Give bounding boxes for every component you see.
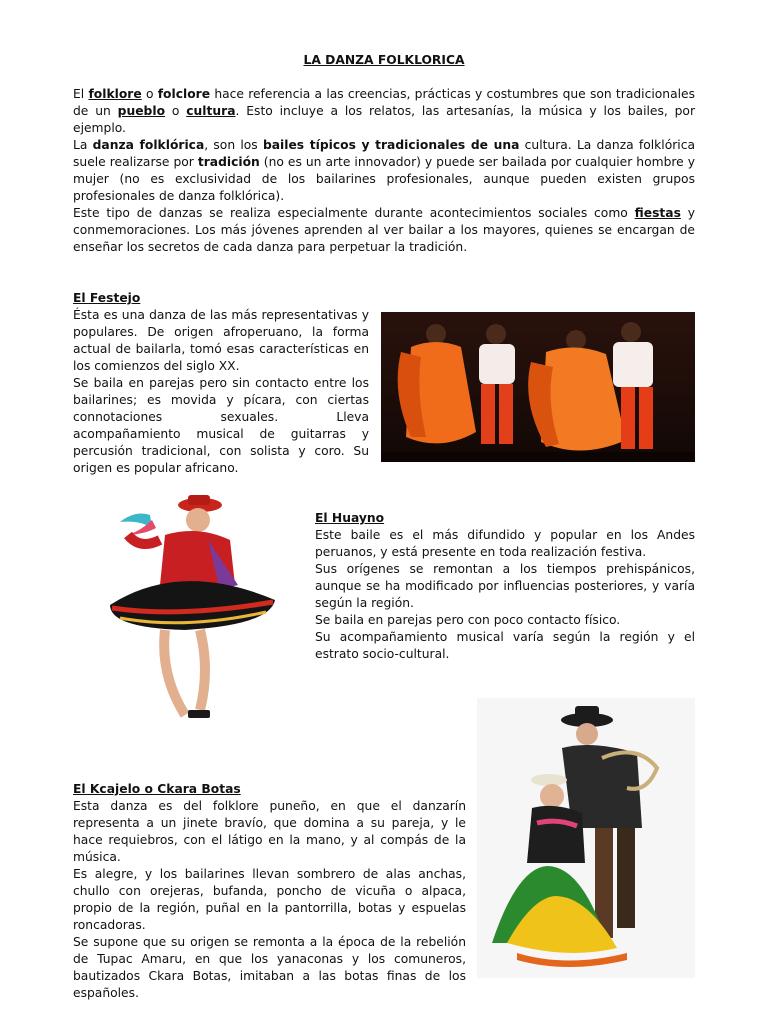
festejo-photo-art [381, 312, 695, 462]
folclore-term: folclore [157, 87, 211, 101]
festejo-dancers-image [381, 312, 695, 462]
cultura-term: cultura [186, 104, 236, 118]
danza-section [73, 137, 695, 256]
kcajelo-photo-art [477, 698, 695, 978]
danza-folklorica-term: danza folklórica [92, 138, 205, 152]
huayno-dancer-image [90, 490, 295, 745]
huayno-heading: El Huayno [315, 511, 385, 525]
kcajelo-paragraph-2: Es alegre, y los bailarines llevan sombrero de alas anchas, chullo con orejeras, bufanda, poncho de vicuña o alpaca, propio de la región, puñal en la pantorrilla, botas y espuelas roncadoras. [73, 867, 466, 932]
kcajelo-paragraph-1: Esta danza es del folklore puneño, en que el danzarín representa a un jinete bravío, que domina a su pareja, y le hace requiebros, con el látigo en la mano, y al compás de la música. [73, 799, 466, 864]
intro-text: . Esto incluye a los relatos, las artesanías, la música y los bailes, por ejemplo. [73, 104, 696, 135]
intro-text: El [73, 87, 89, 101]
page-title: LA DANZA FOLKLORICA [303, 53, 465, 67]
kcajelo-heading: El Kcajelo o Ckara Botas [73, 782, 241, 796]
kcajelo-section [73, 781, 466, 1002]
festejo-paragraph-1: Ésta es una danza de las más representativas y populares. De origen afroperuano, la forma actual de bailarla, tomó esas características en los comienzos del siglo XX. [73, 308, 369, 373]
huayno-paragraph-2: Sus orígenes se remontan a los tiempos prehispánicos, aunque se ha modificado por influencias posteriores, y varía según la región. [315, 562, 695, 610]
tradicion-term: tradición [197, 155, 260, 169]
festejo-heading: El Festejo [73, 291, 141, 305]
festejo-paragraph-2: Se baila en parejas pero sin contacto entre los bailarines; es movida y pícara, con ciertas connotaciones sexuales. Lleva acompañamiento musical de guitarras y percusión tradicional, con solista y coro. Su origen es popular africano. [73, 376, 369, 475]
huayno-paragraph-3: Se baila en parejas pero con poco contacto físico. [315, 613, 621, 627]
danza-text: y conmemoraciones. Los más jóvenes aprenden al ver bailar a los mayores, quienes se encargan de enseñar los secretos de cada danza para perpetuar la tradición. [73, 206, 696, 254]
kcajelo-dancers-image [477, 698, 695, 978]
kcajelo-paragraph-3: Se supone que su origen se remonta a la época de la rebelión de Tupac Amaru, en que los yanaconas y los comuneros, bautizados Ckara Botas, imitaban a las botas finas de los españoles. [73, 935, 466, 1000]
huayno-paragraph-4: Su acompañamiento musical varía según la región y el estrato socio-cultural. [315, 630, 695, 661]
huayno-paragraph-1: Este baile es el más difundido y popular en los Andes peruanos, y está presente en toda realización festiva. [315, 528, 695, 559]
intro-text: hace referencia a las creencias, prácticas y costumbres que son tradicionales de un [73, 87, 695, 118]
bailes-term: bailes típicos y tradicionales de una [262, 138, 520, 152]
danza-text: Este tipo de danzas se realiza especialmente durante acontecimientos sociales como [73, 206, 635, 220]
intro-text: o [141, 87, 158, 101]
intro-section [73, 86, 695, 137]
pueblo-term: pueblo [117, 104, 166, 118]
folklore-term: folklore [88, 87, 142, 101]
danza-paragraph-2 [73, 205, 695, 256]
huayno-photo-art [90, 490, 295, 745]
fiestas-term: fiestas [634, 206, 681, 220]
huayno-section [315, 510, 695, 663]
intro-paragraph [73, 86, 695, 137]
danza-text: La [73, 138, 93, 152]
festejo-section [73, 290, 369, 477]
danza-paragraph [73, 137, 695, 205]
danza-text: , son los [204, 138, 263, 152]
intro-text: o [165, 104, 187, 118]
danza-text: (no es un arte innovador) y puede ser bailada por cualquier hombre y mujer (no es exclusividad de los bailarines profesionales, aunque pueden existen grupos profesionales de danza folklórica). [73, 155, 695, 203]
danza-text: cultura. La danza folklórica suele realizarse por [73, 138, 696, 169]
